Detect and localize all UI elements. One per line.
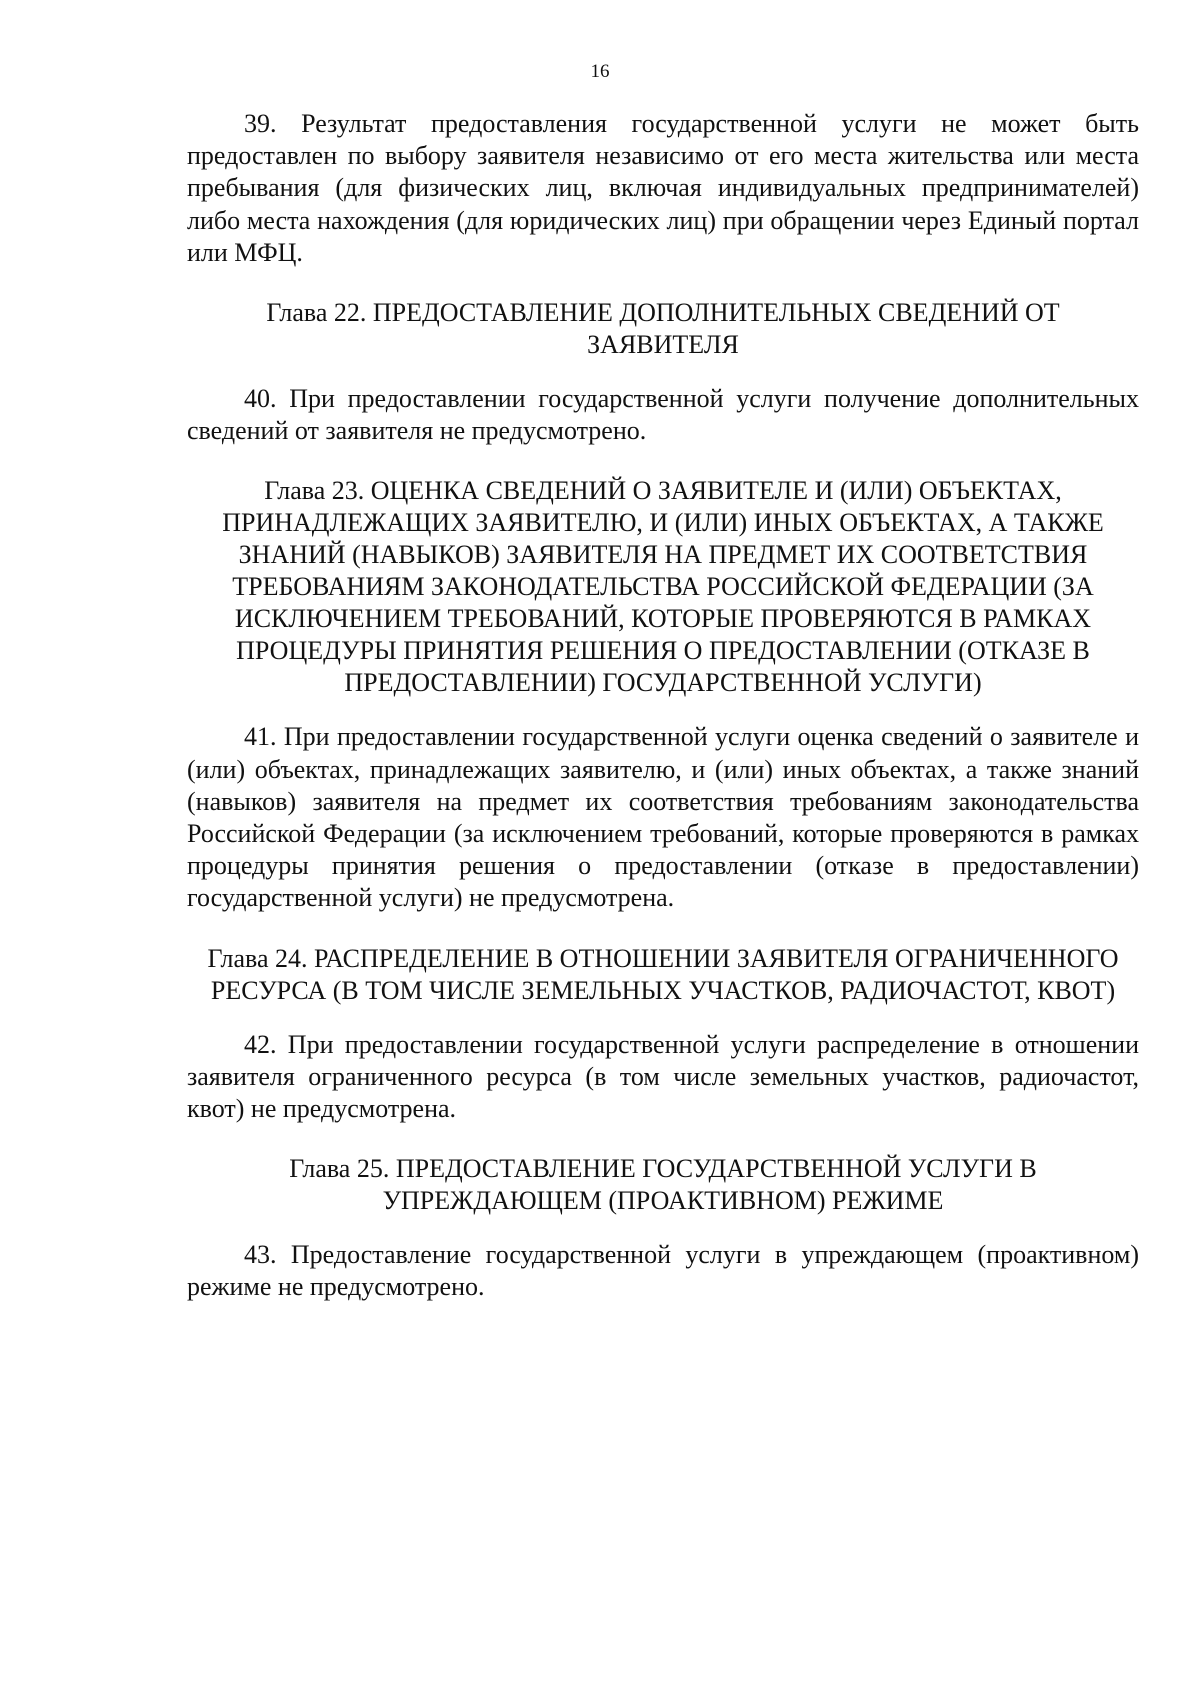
chapter-24-heading: Глава 24. РАСПРЕДЕЛЕНИЕ В ОТНОШЕНИИ ЗАЯВИТЕЛЯ ОГРАНИЧЕННОГО РЕСУРСА (В ТОМ ЧИСЛЕ ЗЕМЕЛЬНЫХ УЧАСТКОВ, РАДИОЧАСТОТ, КВОТ): [207, 943, 1119, 1005]
page-number: 16: [590, 61, 610, 82]
paragraph-41: 41. При предоставлении государственной услуги оценка сведений о заявителе и (или) объектах, принадлежащих заявителю, и (или) иных объектах, а также знаний (навыков) заявителя на предмет их соответствия требованиям законодательства Российской Федерации (за исключением требований, которые проверяются в рамках процедуры принятия решения о предоставлении (отказе в предоставлении) государственной услуги) не предусмотрена.: [187, 722, 1139, 913]
chapter-22-heading: Глава 22. ПРЕДОСТАВЛЕНИЕ ДОПОЛНИТЕЛЬНЫХ СВЕДЕНИЙ ОТ ЗАЯВИТЕЛЯ: [266, 298, 1060, 360]
paragraph-42: 42. При предоставлении государственной услуги распределение в отношении заявителя ограниченного ресурса (в том числе земельных участков, радиочастот, квот) не предусмотрена.: [187, 1029, 1139, 1124]
paragraph-43: 43. Предоставление государственной услуги в упреждающем (проактивном) режиме не предусмотрено.: [187, 1240, 1139, 1302]
chapter-25-heading: Глава 25. ПРЕДОСТАВЛЕНИЕ ГОСУДАРСТВЕННОЙ УСЛУГИ В УПРЕЖДАЮЩЕМ (ПРОАКТИВНОМ) РЕЖИМЕ: [289, 1154, 1037, 1216]
paragraph-40: 40. При предоставлении государственной услуги получение дополнительных сведений от заявителя не предусмотрено.: [187, 384, 1139, 446]
document-body: [187, 108, 1139, 1304]
chapter-23-heading: Глава 23. ОЦЕНКА СВЕДЕНИЙ О ЗАЯВИТЕЛЕ И (ИЛИ) ОБЪЕКТАХ, ПРИНАДЛЕЖАЩИХ ЗАЯВИТЕЛЮ, И (ИЛИ) ИНЫХ ОБЪЕКТАХ, А ТАКЖЕ ЗНАНИЙ (НАВЫКОВ) ЗАЯВИТЕЛЯ НА ПРЕДМЕТ ИХ СООТВЕТСТВИЯ ТРЕБОВАНИЯМ ЗАКОНОДАТЕЛЬСТВА РОССИЙСКОЙ ФЕДЕРАЦИИ (ЗА ИСКЛЮЧЕНИЕМ ТРЕБОВАНИЙ, КОТОРЫЕ ПРОВЕРЯЮТСЯ В РАМКАХ ПРОЦЕДУРЫ ПРИНЯТИЯ РЕШЕНИЯ О ПРЕДОСТАВЛЕНИИ (ОТКАЗЕ В ПРЕДОСТАВЛЕНИИ) ГОСУДАРСТВЕННОЙ УСЛУГИ): [222, 476, 1104, 698]
paragraph-39: 39. Результат предоставления государственной услуги не может быть предоставлен по выбору заявителя независимо от его места жительства или места пребывания (для физических лиц, включая индивидуальных предпринимателей) либо места нахождения (для юридических лиц) при обращении через Единый портал или МФЦ.: [187, 109, 1139, 267]
